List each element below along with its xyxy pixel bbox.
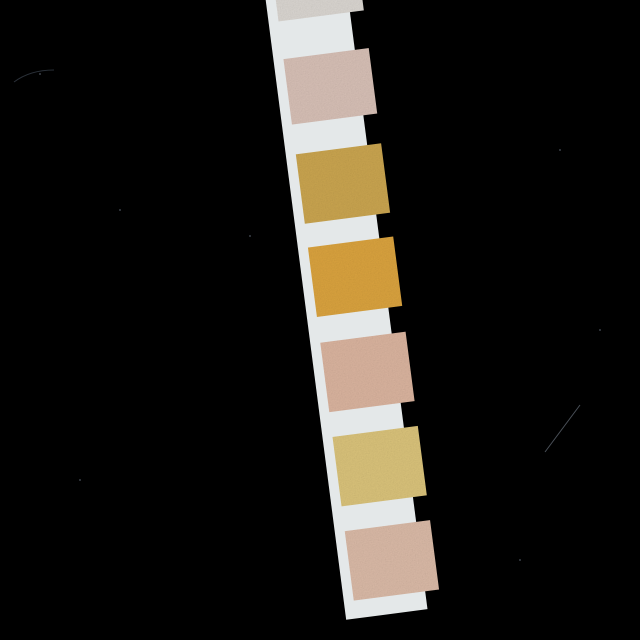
pad-6-pale-yellow <box>333 426 427 506</box>
pad-2-pink-beige <box>283 48 377 125</box>
pad-3-mustard <box>296 143 390 223</box>
pad-7-peach-beige <box>345 520 439 600</box>
pad-4-orange-yellow <box>308 236 402 316</box>
pad-5-salmon-beige <box>320 332 414 412</box>
